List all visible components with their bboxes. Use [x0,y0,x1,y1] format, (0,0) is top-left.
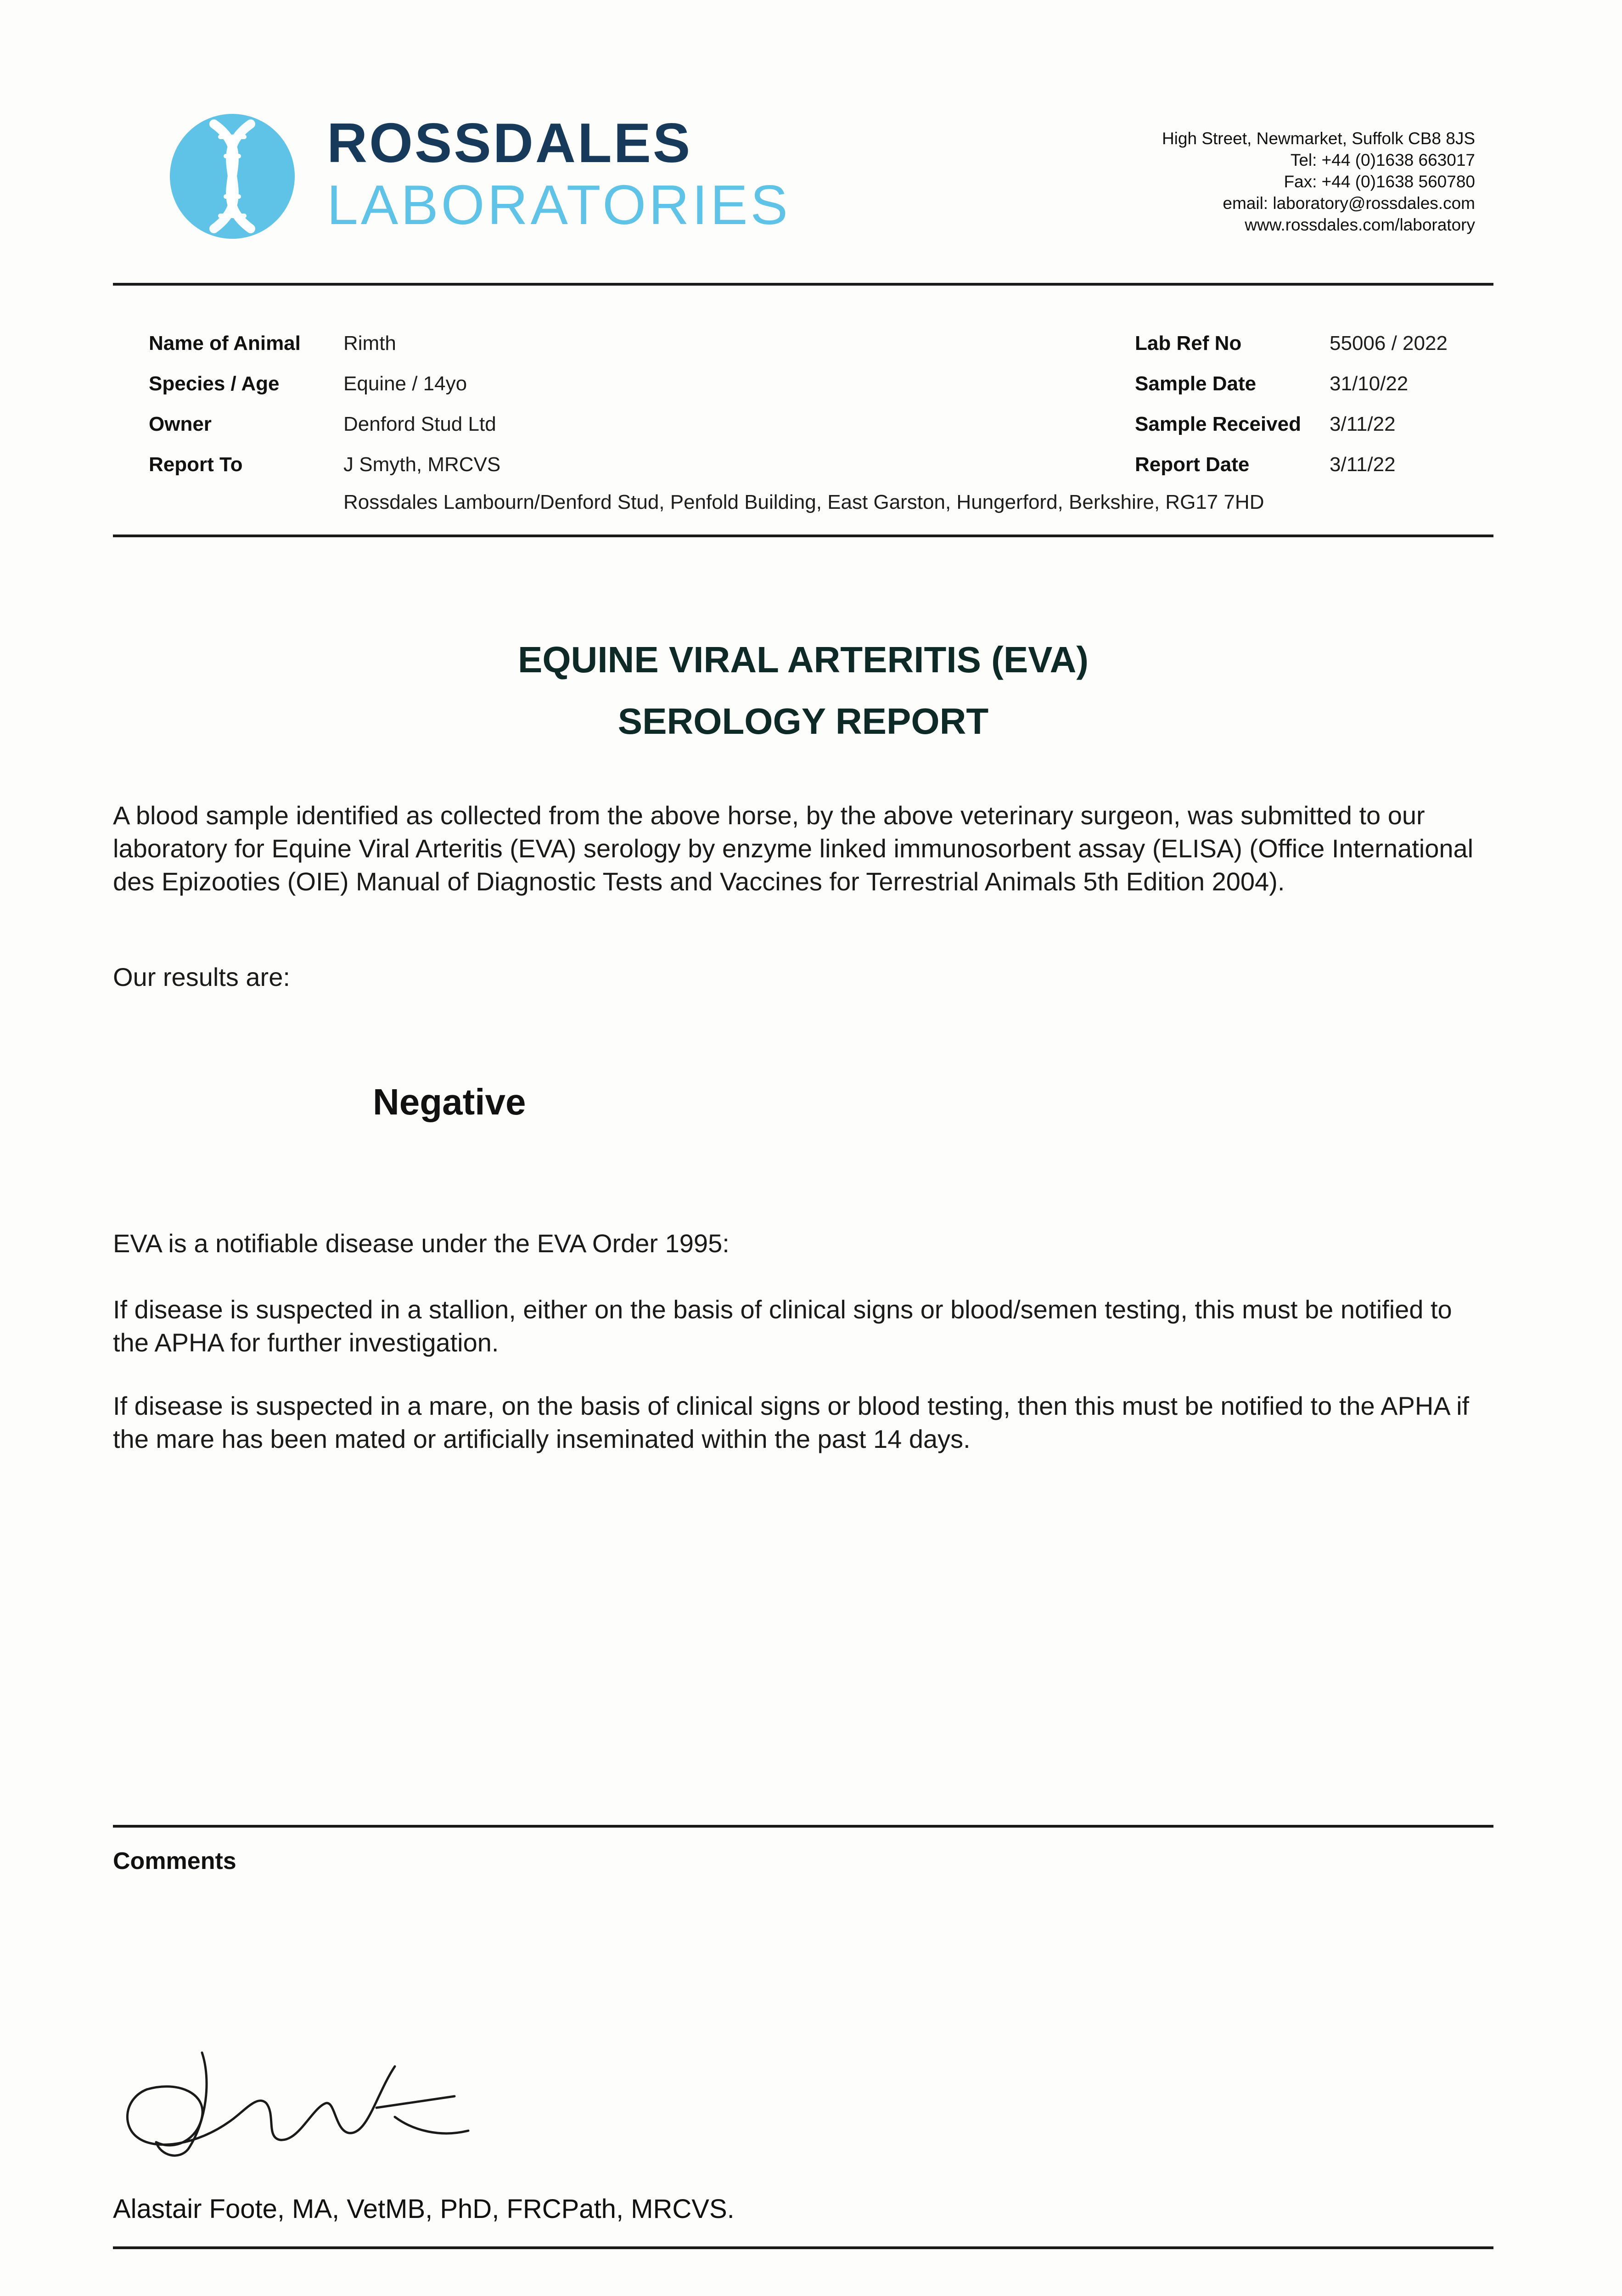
report-title-line1: EQUINE VIRAL ARTERITIS (EVA) [517,639,1089,680]
brand-name-line1: ROSSDALES [327,112,692,174]
lab-ref-label: Lab Ref No [1135,332,1242,355]
sample-received-value: 3/11/22 [1330,413,1396,435]
report-title [113,629,1493,752]
lab-fax: Fax: +44 (0)1638 560780 [1284,172,1475,191]
report-date-label: Report Date [1135,453,1250,476]
sample-date-label: Sample Date [1135,372,1257,395]
footer-divider [113,2246,1493,2249]
signatory-name: Alastair Foote, MA, VetMB, PhD, FRCPath, MRCVS. [113,2194,735,2224]
name-of-animal-value: Rimth [343,332,396,355]
stallion-note: If disease is suspected in a stallion, either on the basis of clinical signs or blood/semen testing, this must be notified to the APHA for further investigation. [113,1295,1452,1357]
sample-received-label: Sample Received [1135,413,1301,435]
header-divider [113,283,1493,286]
species-age-value: Equine / 14yo [343,372,467,395]
owner-value: Denford Stud Ltd [343,413,496,435]
comments-label: Comments [113,1848,236,1874]
lab-address: High Street, Newmarket, Suffolk CB8 8JS [1162,129,1475,148]
comments-divider [113,1825,1493,1828]
lab-ref-value: 55006 / 2022 [1330,332,1448,355]
report-date-value: 3/11/22 [1330,453,1396,476]
dna-logo-icon [170,114,295,239]
species-age-label: Species / Age [149,372,280,395]
lab-email: email: laboratory@rossdales.com [1223,194,1475,213]
notifiable-note: EVA is a notifiable disease under the EVA Order 1995: [113,1229,730,1258]
report-to-address: Rossdales Lambourn/Denford Stud, Penfold Building, East Garston, Hungerford, Berkshire, RG17 7HD [343,491,1264,513]
lab-tel: Tel: +44 (0)1638 663017 [1290,151,1475,169]
owner-label: Owner [149,413,212,435]
signature-image [119,2039,487,2163]
lab-contact-block [1162,128,1475,236]
mare-note: If disease is suspected in a mare, on the basis of clinical signs or blood testing, then this must be notified to the APHA if the mare has been mated or artificially inseminated within the past 14 days. [113,1391,1470,1453]
results-intro: Our results are: [113,962,290,991]
report-to-value: J Smyth, MRCVS [343,453,501,476]
brand-name-line2: LABORATORIES [327,174,791,236]
details-divider [113,535,1493,537]
name-of-animal-label: Name of Animal [149,332,301,355]
test-result: Negative [373,1081,526,1122]
report-to-label: Report To [149,453,243,476]
report-title-line2: SEROLOGY REPORT [617,701,989,742]
sample-date-value: 31/10/22 [1330,372,1409,395]
intro-paragraph: A blood sample identified as collected from the above horse, by the above veterinary surgeon, was submitted to our laboratory for Equine Viral Arteritis (EVA) serology by enzyme linked immunosorbent assay (ELISA) (Office International des Epizooties (OIE) Manual of Diagnostic Tests and Vaccines for Terrestrial Animals 5th Edition 2004). [113,801,1474,896]
lab-website: www.rossdales.com/laboratory [1245,215,1475,234]
